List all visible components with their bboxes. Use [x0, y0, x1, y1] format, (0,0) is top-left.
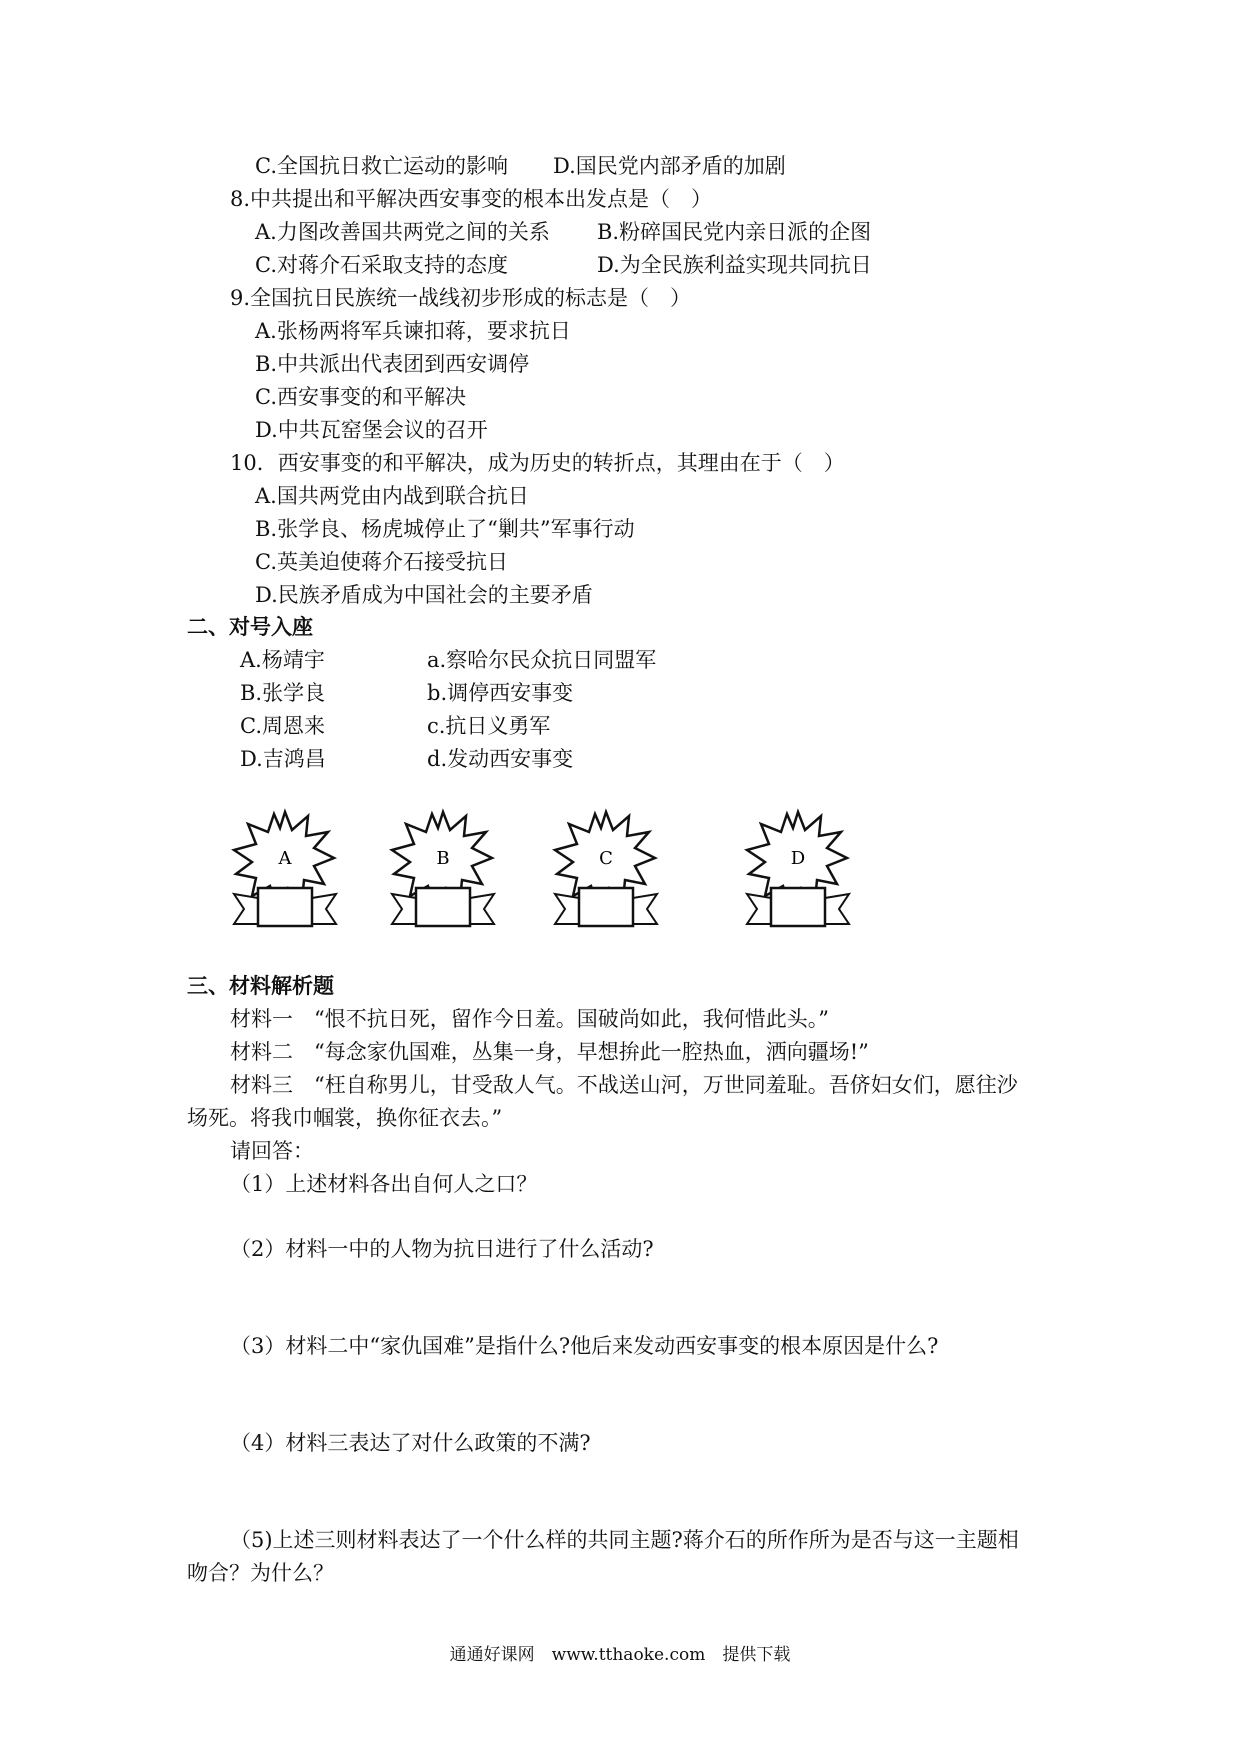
- q8-option-a: A.力图改善国共两党之间的关系: [255, 220, 550, 244]
- q10-option-c: C.英美迫使蒋介石接受抗日: [255, 550, 508, 574]
- match-right-b: b.调停西安事变: [427, 681, 574, 705]
- material-3-line2: 场死。将我巾帼裳，换你征衣去。”: [187, 1106, 503, 1130]
- match-left-b: B.张学良: [240, 681, 326, 705]
- q9-option-d: D.中共瓦窑堡会议的召开: [255, 418, 488, 442]
- q8-option-d: D.为全民族利益实现共同抗日: [597, 253, 872, 277]
- badge-a: [230, 808, 340, 933]
- q9-option-a: A.张杨两将军兵谏扣蒋，要求抗日: [255, 319, 571, 343]
- q7-option-d: D.国民党内部矛盾的加剧: [553, 154, 786, 178]
- material-2: 材料二 “每念家仇国难，丛集一身，早想拚此一腔热血，洒向疆场!”: [230, 1040, 869, 1064]
- page-footer: 通通好课网 www.tthaoke.com 提供下载: [449, 1645, 791, 1665]
- q7-option-c: C.全国抗日救亡运动的影响: [255, 154, 508, 178]
- answer-prompt: 请回答：: [230, 1139, 314, 1163]
- material-1: 材料一 “恨不抗日死，留作今日羞。国破尚如此，我何惜此头。”: [230, 1007, 829, 1031]
- q10-option-b: B.张学良、杨虎城停止了“剿共”军事行动: [255, 517, 635, 541]
- q9-option-b: B.中共派出代表团到西安调停: [255, 352, 530, 376]
- subquestion-5-line1: （5)上述三则材料表达了一个什么样的共同主题?蒋介石的所作所为是否与这一主题相: [230, 1528, 1019, 1552]
- subquestion-4: （4）材料三表达了对什么政策的不满?: [230, 1431, 591, 1455]
- subquestion-5-line2: 吻合？为什么？: [187, 1561, 334, 1585]
- q10-option-d: D.民族矛盾成为中国社会的主要矛盾: [255, 583, 593, 607]
- q8-option-c: C.对蒋介石采取支持的态度: [255, 253, 508, 277]
- match-right-a: a.察哈尔民众抗日同盟军: [427, 648, 657, 672]
- subquestion-3: （3）材料二中“家仇国难”是指什么?他后来发动西安事变的根本原因是什么?: [230, 1334, 939, 1358]
- badge-c: [551, 808, 661, 933]
- starburst-ribbon-icon: [230, 808, 340, 933]
- section3-title: 三、材料解析题: [187, 974, 334, 998]
- badge-d: [743, 808, 853, 933]
- q10-stem: 10．西安事变的和平解决，成为历史的转折点，其理由在于（ ）: [230, 451, 845, 475]
- starburst-ribbon-icon: [743, 808, 853, 933]
- match-right-d: d.发动西安事变: [427, 747, 574, 771]
- badge-letter: B: [436, 848, 450, 869]
- material-3-line1: 材料三 “枉自称男儿，甘受敌人气。不战送山河，万世同羞耻。吾侪妇女们，愿往沙: [230, 1073, 1018, 1097]
- badge-letter: C: [599, 848, 613, 869]
- match-left-d: D.吉鸿昌: [240, 747, 326, 771]
- badge-b: [388, 808, 498, 933]
- starburst-ribbon-icon: [551, 808, 661, 933]
- starburst-ribbon-icon: [388, 808, 498, 933]
- q10-option-a: A.国共两党由内战到联合抗日: [255, 484, 529, 508]
- q8-option-b: B.粉碎国民党内亲日派的企图: [597, 220, 872, 244]
- q9-stem: 9.全国抗日民族统一战线初步形成的标志是（ ）: [230, 286, 692, 310]
- match-left-c: C.周恩来: [240, 714, 325, 738]
- subquestion-1: （1）上述材料各出自何人之口？: [230, 1172, 538, 1196]
- section2-title: 二、对号入座: [187, 615, 313, 639]
- subquestion-2: （2）材料一中的人物为抗日进行了什么活动?: [230, 1237, 654, 1261]
- match-left-a: A.杨靖宇: [240, 648, 325, 672]
- match-right-c: c.抗日义勇军: [427, 714, 551, 738]
- badge-letter: A: [278, 848, 292, 869]
- badge-letter: D: [790, 848, 806, 869]
- q8-stem: 8.中共提出和平解决西安事变的根本出发点是（ ）: [230, 187, 713, 211]
- q9-option-c: C.西安事变的和平解决: [255, 385, 466, 409]
